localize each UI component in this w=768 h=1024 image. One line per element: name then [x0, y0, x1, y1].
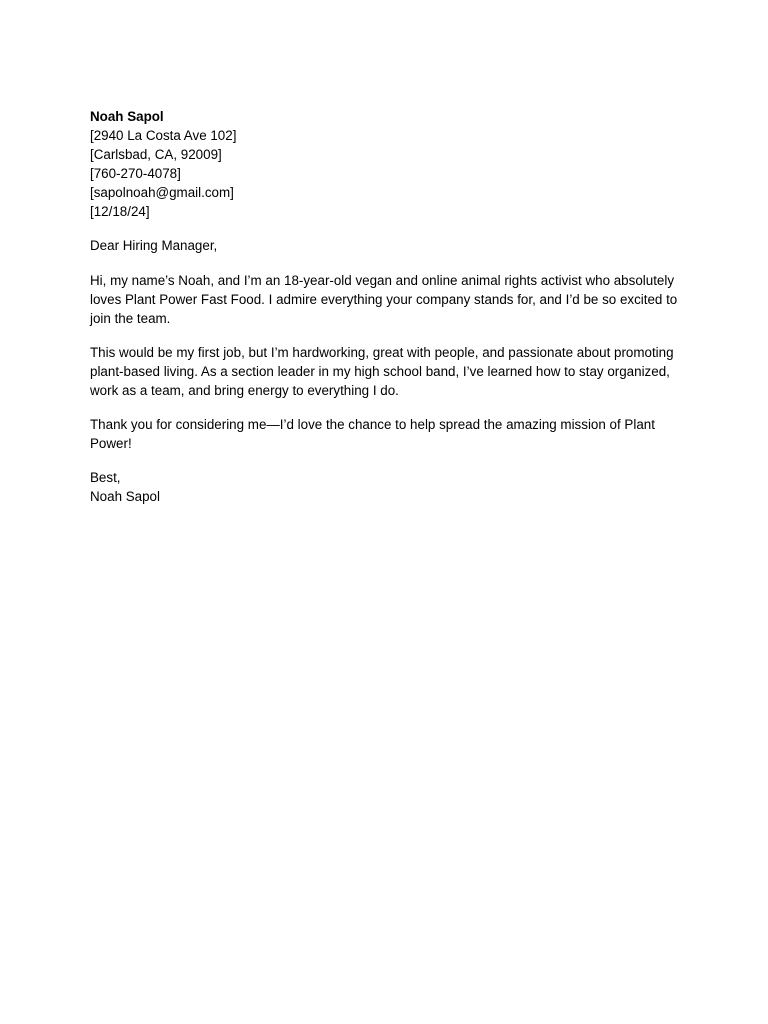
closing: Best,: [90, 470, 121, 485]
salutation: Dear Hiring Manager,: [90, 238, 218, 253]
signature-name: Noah Sapol: [90, 489, 160, 504]
body-paragraph-2: This would be my first job, but I’m hardworking, great with people, and passionate about promoting plant-based living. As a section leader in my high school band, I’ve learned how to stay organized, work as a team, and bring energy to everything I do.: [90, 345, 674, 398]
sender-block: [90, 107, 682, 221]
letter-date: [12/18/24]: [90, 204, 150, 219]
sender-address: [2940 La Costa Ave 102]: [90, 128, 237, 143]
sender-city: [Carlsbad, CA, 92009]: [90, 147, 222, 162]
sender-phone: [760-270-4078]: [90, 166, 181, 181]
sender-name: Noah Sapol: [90, 109, 164, 124]
cover-letter: [90, 107, 682, 506]
body-paragraph-3: Thank you for considering me—I’d love the chance to help spread the amazing mission of Plant Power!: [90, 417, 655, 451]
sender-email: [sapolnoah@gmail.com]: [90, 185, 234, 200]
body-paragraph-1: Hi, my name’s Noah, and I’m an 18-year-old vegan and online animal rights activist who absolutely loves Plant Power Fast Food. I admire everything your company stands for, and I’d be so excited to join the team.: [90, 273, 678, 326]
closing-block: [90, 468, 682, 506]
